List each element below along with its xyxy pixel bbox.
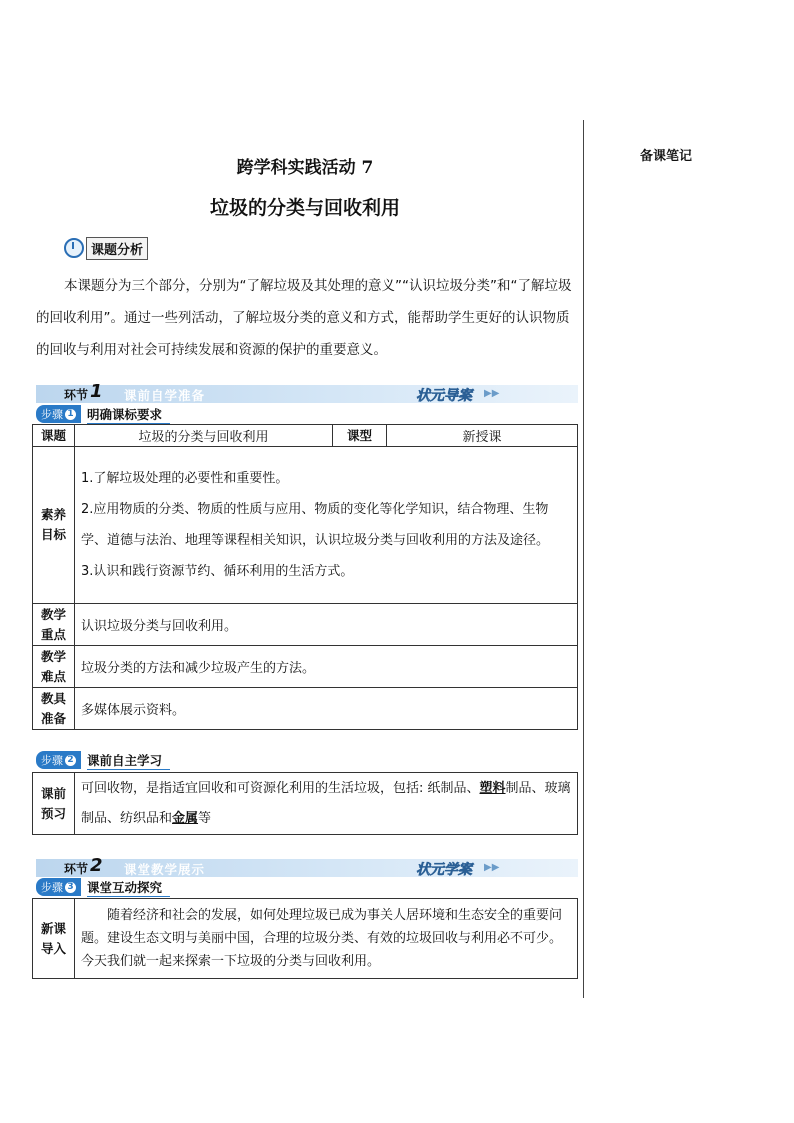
- step-pill: [36, 751, 81, 769]
- answer-blank: 塑料: [479, 780, 506, 796]
- preview-text-part: 可回收物，是指适宜回收和可资源化利用的生活垃圾，包括: 纸制品、: [81, 780, 480, 796]
- type-label: 课型: [333, 425, 387, 447]
- answer-blank: 金属: [172, 810, 199, 826]
- section-prefix: 环节: [64, 387, 89, 402]
- tools-label: 教具准备: [33, 688, 75, 730]
- intro-label: 新课导入: [33, 899, 75, 979]
- preview-text: [75, 773, 578, 835]
- step-pill: [36, 878, 81, 896]
- step-number: 3: [65, 882, 76, 893]
- table-row: [33, 604, 578, 646]
- goals-label: 素养目标: [33, 447, 75, 604]
- goals-cell: [75, 447, 578, 604]
- intro-paragraph: 本课题分为三个部分，分别为“了解垃圾及其处理的意义”“认识垃圾分类”和“了解垃圾的回收利用”。通过一些列活动，了解垃圾分类的意义和方式，能帮助学生更好的认识物质的回收与利用对社会可持续发展和资源的保护的重要意义。: [36, 278, 572, 358]
- topic-value: 垃圾的分类与回收利用: [75, 425, 333, 447]
- step-pill-label: 步骤: [41, 881, 63, 894]
- section-tag: 状元学案: [416, 862, 472, 878]
- step-title: 课堂互动探究: [87, 878, 170, 897]
- step-pill-label: 步骤: [41, 754, 63, 767]
- clock-icon: [64, 238, 84, 258]
- step-2: [36, 752, 170, 768]
- goal-item: 3.认识和践行资源节约、循环利用的生活方式。: [81, 564, 354, 579]
- difficulty-label: 教学难点: [33, 646, 75, 688]
- section-title: 课堂教学展示: [124, 862, 206, 877]
- table-row: [33, 899, 578, 979]
- section-number: [64, 854, 103, 877]
- arrow-icon: ▶▶: [484, 862, 500, 873]
- analysis-badge: [64, 238, 148, 258]
- table-row: [33, 425, 578, 447]
- topic-label: 课题: [33, 425, 75, 447]
- step-title: 明确课标要求: [87, 405, 170, 424]
- notes-divider: [583, 120, 584, 998]
- table-row: [33, 688, 578, 730]
- section-num: 2: [90, 854, 103, 876]
- section-number: [64, 380, 103, 403]
- section-title: 课前自学准备: [124, 388, 206, 403]
- key-label: 教学重点: [33, 604, 75, 646]
- preview-table: [32, 772, 578, 835]
- table-row: [33, 773, 578, 835]
- section-num: 1: [90, 380, 103, 402]
- table-row: [33, 646, 578, 688]
- analysis-badge-label: 课题分析: [86, 237, 148, 260]
- difficulty-value: 垃圾分类的方法和减少垃圾产生的方法。: [75, 646, 578, 688]
- type-value: 新授课: [387, 425, 578, 447]
- intro-text: 随着经济和社会的发展，如何处理垃圾已成为事关人居环境和生态安全的重要问题。建设生态文明与美丽中国，合理的垃圾分类、有效的垃圾回收与利用必不可少。今天我们就一起来探索一下垃圾的分类与回收利用。: [75, 899, 578, 979]
- section-prefix: 环节: [64, 861, 89, 876]
- preview-text-part: 等: [198, 810, 212, 826]
- intro-table: [32, 898, 578, 979]
- side-notes-title: 备课笔记: [640, 149, 693, 164]
- section-bar-1: [36, 380, 578, 404]
- arrow-icon: ▶▶: [484, 388, 500, 399]
- page-subtitle: 垃圾的分类与回收利用: [209, 197, 400, 219]
- preview-text-part: 制品、玻璃制品、纺织品和: [81, 780, 571, 826]
- key-value: 认识垃圾分类与回收利用。: [75, 604, 578, 646]
- step-title: 课前自主学习: [87, 751, 170, 770]
- page-title: 跨学科实践活动 7: [236, 158, 374, 178]
- step-pill: [36, 405, 81, 423]
- section-tag: 状元导案: [416, 388, 472, 404]
- table-row: [33, 447, 578, 604]
- goal-item: 2.应用物质的分类、物质的性质与应用、物质的变化等化学知识，结合物理、生物学、道德与法治、地理等课程相关知识，认识垃圾分类与回收利用的方法及途径。: [81, 502, 550, 548]
- step-number: 1: [65, 409, 76, 420]
- step-1: [36, 406, 170, 422]
- section-bar-2: [36, 854, 578, 878]
- step-number: 2: [65, 755, 76, 766]
- step-3: [36, 879, 170, 895]
- tools-value: 多媒体展示资料。: [75, 688, 578, 730]
- goal-item: 1.了解垃圾处理的必要性和重要性。: [81, 471, 289, 486]
- step-pill-label: 步骤: [41, 408, 63, 421]
- lesson-plan-table: [32, 424, 578, 730]
- preview-label: 课前预习: [33, 773, 75, 835]
